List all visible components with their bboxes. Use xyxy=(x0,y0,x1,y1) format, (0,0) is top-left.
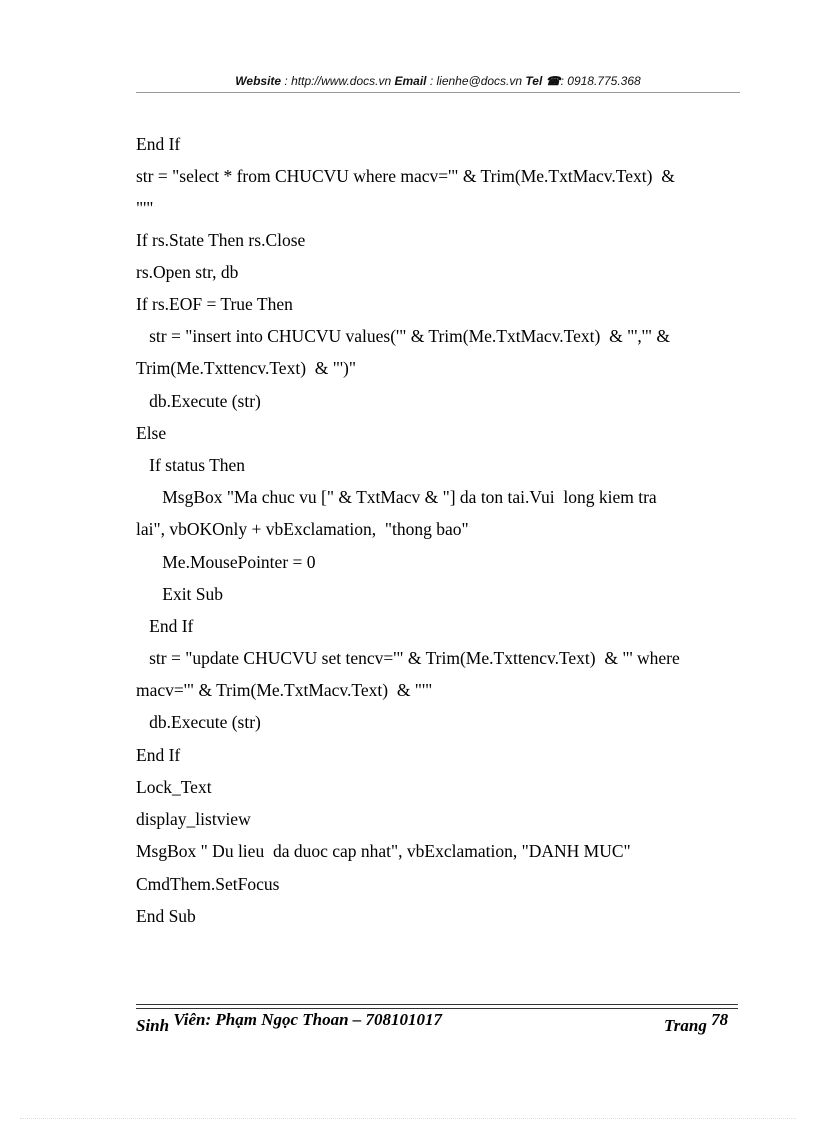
page-header xyxy=(136,74,740,88)
footer-divider xyxy=(136,1004,738,1005)
code-line: db.Execute (str) xyxy=(136,712,261,732)
code-line: If rs.EOF = True Then xyxy=(136,294,293,314)
code-line: macv='" & Trim(Me.TxtMacv.Text) & "'" xyxy=(136,680,433,700)
code-line: lai", vbOKOnly + vbExclamation, "thong bao" xyxy=(136,519,469,539)
footer-divider xyxy=(136,1008,738,1009)
code-line: db.Execute (str) xyxy=(136,391,261,411)
footer-author-prefix: Sinh xyxy=(136,1016,170,1035)
page-number: 78 xyxy=(706,1010,729,1029)
tel-label: Tel xyxy=(525,74,543,88)
code-line: display_listview xyxy=(136,809,251,829)
code-line: End If xyxy=(136,134,181,154)
code-line: str = "update CHUCVU set tencv='" & Trim(Me.Txttencv.Text) & "' where xyxy=(136,648,680,668)
code-line: End If xyxy=(136,745,181,765)
code-line: Else xyxy=(136,423,167,443)
code-line: End Sub xyxy=(136,906,196,926)
code-line: CmdThem.SetFocus xyxy=(136,874,280,894)
footer-author xyxy=(136,1010,443,1036)
tel-value: : 0918.775.368 xyxy=(560,74,641,88)
page-label: Trang xyxy=(664,1016,707,1035)
code-line: "'" xyxy=(136,198,154,218)
code-line: MsgBox " Du lieu da duoc cap nhat", vbExclamation, "DANH MUC" xyxy=(136,841,631,861)
code-line: End If xyxy=(136,616,194,636)
code-line: If status Then xyxy=(136,455,246,475)
code-line: str = "select * from CHUCVU where macv='" & Trim(Me.TxtMacv.Text) & xyxy=(136,166,675,186)
code-line: Trim(Me.Txttencv.Text) & "')" xyxy=(136,358,357,378)
code-line: rs.Open str, db xyxy=(136,262,239,282)
footer-author-name: Viên: Phạm Ngọc Thoan – 708101017 xyxy=(169,1010,443,1029)
footer-page-number xyxy=(664,1010,729,1036)
code-line: str = "insert into CHUCVU values('" & Trim(Me.TxtMacv.Text) & "','" & xyxy=(136,326,671,346)
page-bottom-border xyxy=(20,1118,796,1119)
phone-icon: ☎ xyxy=(545,74,561,88)
website-label: Website xyxy=(235,74,282,88)
email-value: : lienhe@docs.vn xyxy=(426,74,526,88)
code-line: Me.MousePointer = 0 xyxy=(136,552,316,572)
code-line: If rs.State Then rs.Close xyxy=(136,230,306,250)
code-line: Lock_Text xyxy=(136,777,212,797)
code-line: MsgBox "Ma chuc vu [" & TxtMacv & "] da ton tai.Vui long kiem tra xyxy=(136,487,657,507)
website-value: : http://www.docs.vn xyxy=(281,74,395,88)
code-line: Exit Sub xyxy=(136,584,224,604)
email-label: Email xyxy=(394,74,427,88)
header-divider xyxy=(136,92,740,93)
